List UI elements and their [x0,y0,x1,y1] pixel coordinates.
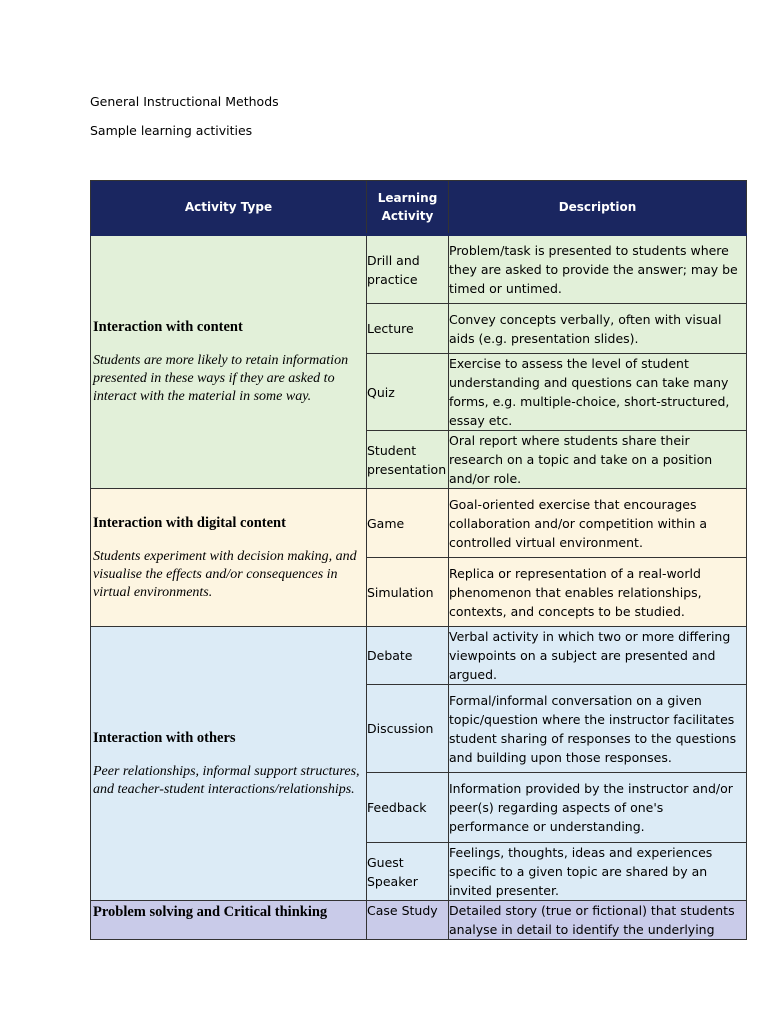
category-title: Interaction with others [93,729,236,746]
activity-cell: Lecture [367,304,449,354]
description-cell: Feelings, thoughts, ideas and experiences specific to a given topic are shared by an invited presenter. [449,843,747,901]
description-cell: Formal/informal conversation on a given topic/question where the instructor facilitates student sharing of responses to the questions and building upon those responses. [449,685,747,773]
category-cell [91,489,367,627]
category-description: Peer relationships, informal support structures, and teacher-student interactions/relationships. [93,763,360,797]
category-cell [91,235,367,489]
description-cell: Replica or representation of a real-world phenomenon that enables relationships, contexts, and concepts to be studied. [449,558,747,627]
table-row [91,627,747,685]
category-title: Problem solving and Critical thinking [93,904,328,920]
activity-cell: Game [367,489,449,558]
description-cell: Information provided by the instructor and/or peer(s) regarding aspects of one's performance or understanding. [449,773,747,843]
activity-cell: Simulation [367,558,449,627]
category-cell [91,627,367,901]
description-cell: Exercise to assess the level of student understanding and questions can take many forms, e.g. multiple-choice, short-structured, essay etc. [449,354,747,431]
activity-cell: Debate [367,627,449,685]
activity-cell: Feedback [367,773,449,843]
table-row [91,489,747,558]
description-cell: Problem/task is presented to students where they are asked to provide the answer; may be timed or untimed. [449,235,747,304]
description-cell: Verbal activity in which two or more differing viewpoints on a subject are presented and argued. [449,627,747,685]
description-cell: Oral report where students share their research on a topic and take on a position and/or role. [449,431,747,489]
table-header-row [91,181,747,235]
description-cell: Detailed story (true or fictional) that students analyse in detail to identify the underlying [449,901,747,940]
table-row [91,235,747,304]
category-description: Students are more likely to retain information presented in these ways if they are asked to interact with the material in some way. [93,353,349,404]
document-subtitle: Sample learning activities [90,123,253,138]
description-cell: Goal-oriented exercise that encourages collaboration and/or competition within a controlled virtual environment. [449,489,747,558]
activity-cell: Student presentation [367,431,449,489]
category-title: Interaction with digital content [93,514,286,531]
header-learning-activity: Learning Activity [367,181,449,235]
activity-cell: Discussion [367,685,449,773]
category-description: Students experiment with decision making, and visualise the effects and/or consequences in virtual environments. [93,548,357,600]
learning-activities-table [90,180,747,940]
header-activity-type: Activity Type [91,181,367,235]
activity-cell: Guest Speaker [367,843,449,901]
activity-cell: Drill and practice [367,235,449,304]
table-row [91,901,747,940]
category-cell [91,901,367,940]
category-title: Interaction with content [93,319,243,335]
document-title: General Instructional Methods [90,94,279,109]
description-cell: Convey concepts verbally, often with visual aids (e.g. presentation slides). [449,304,747,354]
header-description: Description [449,181,747,235]
activity-cell: Case Study [367,901,449,940]
activity-cell: Quiz [367,354,449,431]
